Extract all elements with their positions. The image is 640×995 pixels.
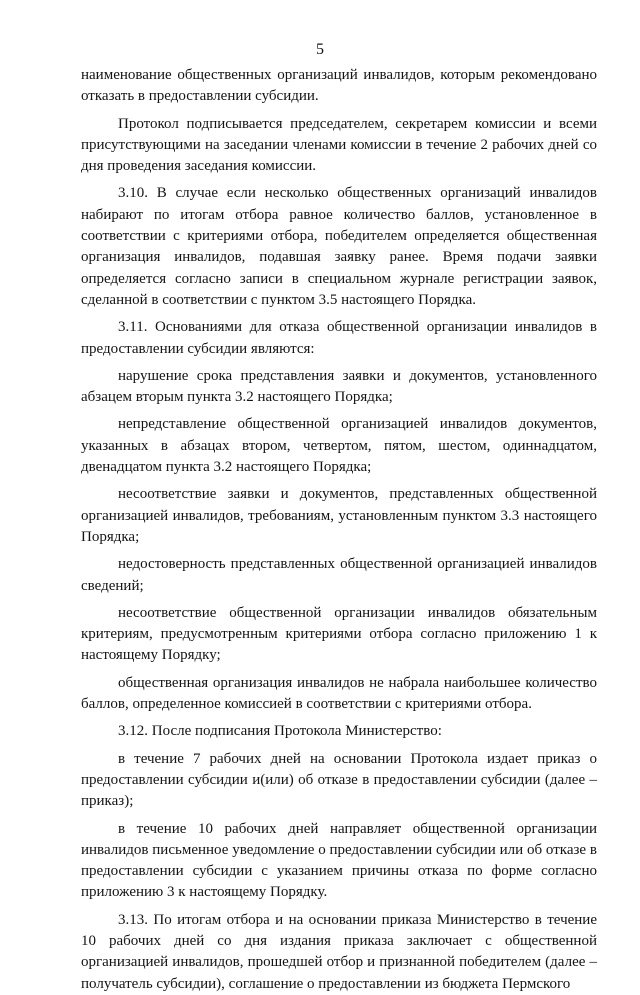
paragraph-protocol-signing: Протокол подписывается председателем, секретарем комиссии и всеми присутствующими на заседании членами комиссии в течение 2 рабочих дней со дня проведения заседания комиссии.: [81, 115, 597, 175]
document-body: [81, 65, 597, 995]
paragraph-ministry-action-2: в течение 10 рабочих дней направляет общественной организации инвалидов письменное уведомление о предоставлении субсидии или об отказе в предоставлении субсидии с указанием причины отказа по форме согласно приложению 3 к настоящему Порядку.: [81, 820, 597, 901]
paragraph-continuation: наименование общественных организаций инвалидов, которым рекомендовано отказать в предоставлении субсидии.: [81, 67, 597, 105]
paragraph-ministry-action-1: в течение 7 рабочих дней на основании Протокола издает приказ о предоставлении субсидии и(или) об отказе в предоставлении субсидии (далее – приказ);: [81, 750, 597, 810]
paragraph-3-11: 3.11. Основаниями для отказа общественной организации инвалидов в предоставлении субсидии являются:: [81, 319, 597, 357]
paragraph-refusal-reason-6: общественная организация инвалидов не набрала наибольшее количество баллов, определенное комиссией в соответствии с критериями отбора.: [81, 674, 597, 713]
paragraph-refusal-reason-4: недостоверность представленных общественной организацией инвалидов сведений;: [81, 556, 597, 594]
page-number: 5: [316, 41, 324, 58]
paragraph-refusal-reason-5: несоответствие общественной организации инвалидов обязательным критериям, предусмотренным критериями отбора согласно приложению 1 к настоящему Порядку;: [81, 604, 597, 664]
paragraph-3-13: 3.13. По итогам отбора и на основании приказа Министерство в течение 10 рабочих дней со дня издания приказа заключает с общественной организацией инвалидов, прошедшей отбор и признанной победителем (далее – получатель субсидии), соглашение о предоставлении из бюджета Пермского: [81, 911, 597, 992]
paragraph-refusal-reason-3: несоответствие заявки и документов, представленных общественной организацией инвалидов, требованиям, установленным пунктом 3.3 настоящего Порядка;: [81, 486, 597, 545]
paragraph-3-10: 3.10. В случае если несколько общественных организаций инвалидов набирают по итогам отбора равное количество баллов, установленное в соответствии с критериями отбора, победителем определяется общественная организация инвалидов, подавшая заявку ранее. Время подачи заявки определяется согласно записи в специальном журнале регистрации заявок, сделанной в соответствии с пунктом 3.5 настоящего Порядка.: [81, 185, 597, 308]
paragraph-refusal-reason-2: непредставление общественной организацией инвалидов документов, указанных в абзацах втором, четвертом, пятом, шестом, одиннадцатом, двенадцатом пункта 3.2 настоящего Порядка;: [81, 416, 597, 476]
paragraph-refusal-reason-1: нарушение срока представления заявки и документов, установленного абзацем вторым пункта 3.2 настоящего Порядка;: [81, 367, 597, 406]
paragraph-3-12: 3.12. После подписания Протокола Министерство:: [118, 723, 442, 740]
